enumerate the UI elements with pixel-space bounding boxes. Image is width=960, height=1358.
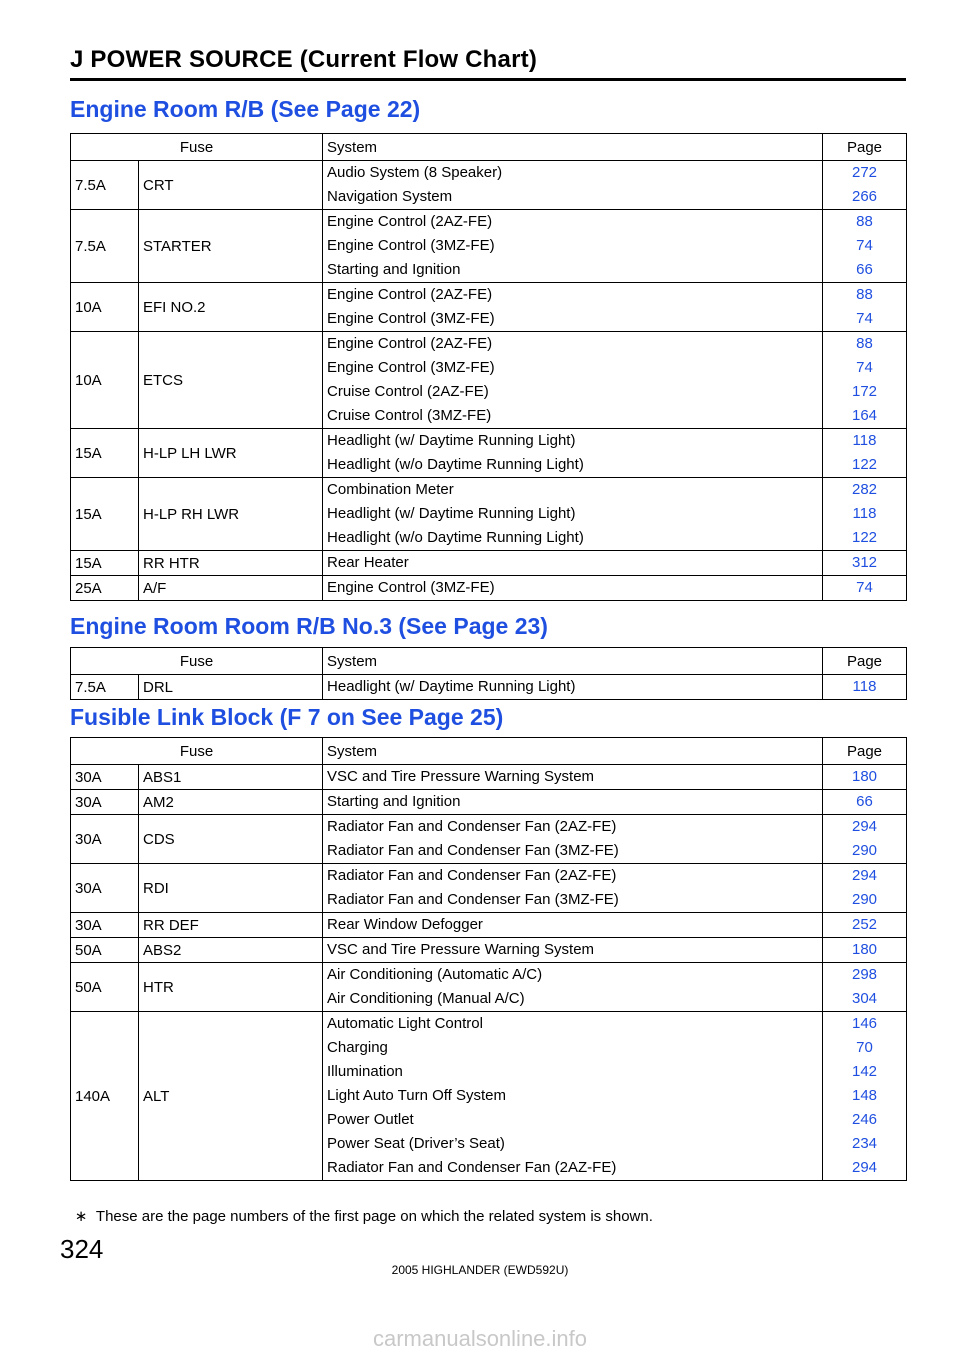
table-header-row bbox=[71, 134, 907, 161]
fuse-name: ALT bbox=[139, 1012, 323, 1181]
fuse-name: HTR bbox=[139, 963, 323, 1012]
page-reference-link[interactable]: 180 bbox=[852, 768, 878, 785]
table-row bbox=[71, 938, 907, 963]
column-header-fuse: Fuse bbox=[71, 738, 323, 765]
system-name: Engine Control (3MZ-FE) bbox=[327, 310, 495, 327]
fuse-amperage: 140A bbox=[71, 1012, 139, 1181]
fuse-amperage: 15A bbox=[71, 478, 139, 551]
fuse-name: A/F bbox=[139, 576, 323, 601]
system-name: Engine Control (3MZ-FE) bbox=[327, 579, 495, 596]
page-reference-link[interactable]: 74 bbox=[856, 359, 873, 376]
fuse-name: CRT bbox=[139, 161, 323, 210]
system-name: Engine Control (2AZ-FE) bbox=[327, 213, 493, 230]
fuse-amperage: 15A bbox=[71, 429, 139, 478]
footer-model: 2005 HIGHLANDER (EWD592U) bbox=[391, 1263, 569, 1277]
fuse-name: CDS bbox=[139, 815, 323, 864]
page-list bbox=[823, 765, 907, 790]
column-header-system: System bbox=[323, 738, 823, 765]
table-row bbox=[71, 429, 907, 478]
column-header-fuse: Fuse bbox=[71, 648, 323, 675]
system-name: Radiator Fan and Condenser Fan (3MZ-FE) bbox=[327, 842, 619, 859]
page-list bbox=[823, 1012, 907, 1181]
system-name: Headlight (w/ Daytime Running Light) bbox=[327, 432, 576, 449]
system-name: Engine Control (2AZ-FE) bbox=[327, 286, 493, 303]
fuse-name: ETCS bbox=[139, 332, 323, 429]
fuse-amperage: 30A bbox=[71, 790, 139, 815]
system-list bbox=[323, 551, 823, 576]
table-row bbox=[71, 210, 907, 283]
system-name: Navigation System bbox=[327, 188, 453, 205]
section-title-engine-room-rb-no3: Engine Room Room R/B No.3 (See Page 23) bbox=[70, 613, 548, 639]
system-name: Rear Heater bbox=[327, 554, 409, 571]
page-reference-link[interactable]: 272 bbox=[852, 164, 878, 181]
page-reference-link[interactable]: 88 bbox=[856, 286, 873, 303]
system-name: Air Conditioning (Automatic A/C) bbox=[327, 966, 543, 983]
page-reference-link[interactable]: 88 bbox=[856, 335, 873, 352]
fuse-name: RR HTR bbox=[139, 551, 323, 576]
fuse-amperage: 7.5A bbox=[71, 675, 139, 700]
system-name: Headlight (w/ Daytime Running Light) bbox=[327, 505, 576, 522]
fuse-name: ABS1 bbox=[139, 765, 323, 790]
page-title: J POWER SOURCE (Current Flow Chart) bbox=[70, 46, 538, 73]
system-list bbox=[323, 210, 823, 283]
system-name: Cruise Control (2AZ-FE) bbox=[327, 383, 489, 400]
footnote-asterisk: ∗ bbox=[74, 1208, 88, 1225]
page-reference-link[interactable]: 312 bbox=[852, 554, 878, 571]
fuse-name: AM2 bbox=[139, 790, 323, 815]
system-name: Automatic Light Control bbox=[327, 1015, 483, 1032]
system-list bbox=[323, 675, 823, 700]
fuse-name: RR DEF bbox=[139, 913, 323, 938]
page-list bbox=[823, 913, 907, 938]
column-header-fuse: Fuse bbox=[71, 134, 323, 161]
page-reference-link[interactable]: 294 bbox=[852, 867, 878, 884]
system-list bbox=[323, 429, 823, 478]
page-reference-link[interactable]: 180 bbox=[852, 941, 878, 958]
fuse-name: ABS2 bbox=[139, 938, 323, 963]
fuse-amperage: 15A bbox=[71, 551, 139, 576]
system-name: Power Outlet bbox=[327, 1111, 414, 1128]
system-name: Engine Control (3MZ-FE) bbox=[327, 359, 495, 376]
page-list bbox=[823, 551, 907, 576]
page-reference-link[interactable]: 234 bbox=[852, 1135, 878, 1152]
system-name: VSC and Tire Pressure Warning System bbox=[327, 768, 595, 785]
page-reference-link[interactable]: 118 bbox=[852, 505, 877, 522]
fuse-amperage: 30A bbox=[71, 913, 139, 938]
page-list bbox=[823, 210, 907, 283]
system-name: Engine Control (2AZ-FE) bbox=[327, 335, 493, 352]
section-title-engine-room-rb: Engine Room R/B (See Page 22) bbox=[70, 96, 421, 122]
system-name: Power Seat (Driver’s Seat) bbox=[327, 1135, 505, 1152]
system-name: Charging bbox=[327, 1039, 388, 1056]
system-list bbox=[323, 576, 823, 601]
table-row bbox=[71, 1012, 907, 1181]
table-row bbox=[71, 864, 907, 913]
page-reference-link[interactable]: 304 bbox=[852, 990, 878, 1007]
system-name: Starting and Ignition bbox=[327, 793, 461, 810]
page-reference-link[interactable]: 66 bbox=[856, 261, 873, 278]
system-name: Radiator Fan and Condenser Fan (2AZ-FE) bbox=[327, 867, 617, 884]
system-name: Radiator Fan and Condenser Fan (2AZ-FE) bbox=[327, 818, 617, 835]
fuse-name: RDI bbox=[139, 864, 323, 913]
page-list bbox=[823, 864, 907, 913]
system-name: Radiator Fan and Condenser Fan (2AZ-FE) bbox=[327, 1159, 617, 1176]
fuse-name: H-LP LH LWR bbox=[139, 429, 323, 478]
fuse-amperage: 7.5A bbox=[71, 210, 139, 283]
page-list bbox=[823, 790, 907, 815]
page-reference-link[interactable]: 282 bbox=[852, 481, 878, 498]
column-header-page: Page bbox=[823, 738, 907, 765]
system-name: Engine Control (3MZ-FE) bbox=[327, 237, 495, 254]
system-list bbox=[323, 938, 823, 963]
page-list bbox=[823, 675, 907, 700]
fuse-amperage: 7.5A bbox=[71, 161, 139, 210]
page-list bbox=[823, 478, 907, 551]
fuse-amperage: 30A bbox=[71, 765, 139, 790]
footnote bbox=[70, 1207, 653, 1225]
system-list bbox=[323, 478, 823, 551]
fuse-amperage: 30A bbox=[71, 815, 139, 864]
page-list bbox=[823, 283, 907, 332]
section-title-fusible-link-block: Fusible Link Block (F 7 on See Page 25) bbox=[70, 704, 504, 730]
system-name: Rear Window Defogger bbox=[327, 916, 483, 933]
fuse-table-engine-room-rb-no3 bbox=[70, 647, 907, 700]
system-name: VSC and Tire Pressure Warning System bbox=[327, 941, 595, 958]
page-list bbox=[823, 332, 907, 429]
system-list bbox=[323, 332, 823, 429]
fuse-amperage: 30A bbox=[71, 864, 139, 913]
table-row bbox=[71, 283, 907, 332]
page-reference-link[interactable]: 146 bbox=[852, 1015, 878, 1032]
page-reference-link[interactable]: 290 bbox=[852, 891, 878, 908]
page-reference-link[interactable]: 118 bbox=[852, 432, 877, 449]
page-reference-link[interactable]: 266 bbox=[852, 188, 878, 205]
page-reference-link[interactable]: 298 bbox=[852, 966, 878, 983]
page-reference-link[interactable]: 118 bbox=[852, 678, 877, 695]
table-row bbox=[71, 963, 907, 1012]
fuse-name: STARTER bbox=[139, 210, 323, 283]
page-reference-link[interactable]: 294 bbox=[852, 818, 878, 835]
fuse-amperage: 10A bbox=[71, 283, 139, 332]
page-reference-link[interactable]: 252 bbox=[852, 916, 878, 933]
system-name: Cruise Control (3MZ-FE) bbox=[327, 407, 492, 424]
table-row bbox=[71, 332, 907, 429]
table-header-row bbox=[71, 648, 907, 675]
page-reference-link[interactable]: 88 bbox=[856, 213, 873, 230]
page-reference-link[interactable]: 122 bbox=[852, 529, 878, 546]
table-row bbox=[71, 675, 907, 700]
page-reference-link[interactable]: 74 bbox=[856, 237, 873, 254]
system-name: Headlight (w/o Daytime Running Light) bbox=[327, 456, 584, 473]
page-reference-link[interactable]: 246 bbox=[852, 1111, 878, 1128]
column-header-page: Page bbox=[823, 648, 907, 675]
system-list bbox=[323, 790, 823, 815]
system-name: Audio System (8 Speaker) bbox=[327, 164, 503, 181]
system-list bbox=[323, 815, 823, 864]
fuse-amperage: 25A bbox=[71, 576, 139, 601]
system-list bbox=[323, 283, 823, 332]
system-name: Starting and Ignition bbox=[327, 261, 461, 278]
system-list bbox=[323, 913, 823, 938]
fuse-name: EFI NO.2 bbox=[139, 283, 323, 332]
page-reference-link[interactable]: 74 bbox=[856, 310, 873, 327]
table-row bbox=[71, 576, 907, 601]
column-header-system: System bbox=[323, 134, 823, 161]
column-header-page: Page bbox=[823, 134, 907, 161]
page-reference-link[interactable]: 122 bbox=[852, 456, 878, 473]
column-header-system: System bbox=[323, 648, 823, 675]
page-reference-link[interactable]: 70 bbox=[856, 1039, 873, 1056]
system-name: Light Auto Turn Off System bbox=[327, 1087, 506, 1104]
page-header bbox=[70, 44, 906, 81]
system-name: Headlight (w/ Daytime Running Light) bbox=[327, 678, 576, 695]
fuse-amperage: 10A bbox=[71, 332, 139, 429]
page-reference-link[interactable]: 74 bbox=[856, 579, 873, 596]
fuse-table-fusible-link-block bbox=[70, 737, 907, 1181]
table-row bbox=[71, 815, 907, 864]
page-list bbox=[823, 815, 907, 864]
page-list bbox=[823, 429, 907, 478]
page-reference-link[interactable]: 142 bbox=[852, 1063, 878, 1080]
system-name: Air Conditioning (Manual A/C) bbox=[327, 990, 525, 1007]
system-list bbox=[323, 161, 823, 210]
page-reference-link[interactable]: 294 bbox=[852, 1159, 878, 1176]
page-reference-link[interactable]: 290 bbox=[852, 842, 878, 859]
page-reference-link[interactable]: 66 bbox=[856, 793, 873, 810]
page-reference-link[interactable]: 148 bbox=[852, 1087, 878, 1104]
page-list bbox=[823, 938, 907, 963]
system-list bbox=[323, 765, 823, 790]
table-row bbox=[71, 161, 907, 210]
system-list bbox=[323, 963, 823, 1012]
page-list bbox=[823, 963, 907, 1012]
page-reference-link[interactable]: 172 bbox=[852, 383, 878, 400]
table-header-row bbox=[71, 738, 907, 765]
watermark: carmanualsonline.info bbox=[372, 1326, 588, 1351]
system-name: Combination Meter bbox=[327, 481, 454, 498]
page-list bbox=[823, 576, 907, 601]
fuse-table-engine-room-rb bbox=[70, 133, 907, 601]
table-row bbox=[71, 790, 907, 815]
fuse-name: H-LP RH LWR bbox=[139, 478, 323, 551]
footnote-text: These are the page numbers of the first page on which the related system is shown. bbox=[95, 1208, 653, 1225]
system-name: Radiator Fan and Condenser Fan (3MZ-FE) bbox=[327, 891, 619, 908]
system-list bbox=[323, 1012, 823, 1181]
page-reference-link[interactable]: 164 bbox=[852, 407, 878, 424]
system-list bbox=[323, 864, 823, 913]
system-name: Headlight (w/o Daytime Running Light) bbox=[327, 529, 584, 546]
page-number: 324 bbox=[60, 1234, 104, 1264]
system-name: Illumination bbox=[327, 1063, 403, 1080]
table-row bbox=[71, 551, 907, 576]
table-row bbox=[71, 765, 907, 790]
fuse-name: DRL bbox=[139, 675, 323, 700]
fuse-amperage: 50A bbox=[71, 938, 139, 963]
fuse-amperage: 50A bbox=[71, 963, 139, 1012]
table-row bbox=[71, 478, 907, 551]
page-list bbox=[823, 161, 907, 210]
table-row bbox=[71, 913, 907, 938]
